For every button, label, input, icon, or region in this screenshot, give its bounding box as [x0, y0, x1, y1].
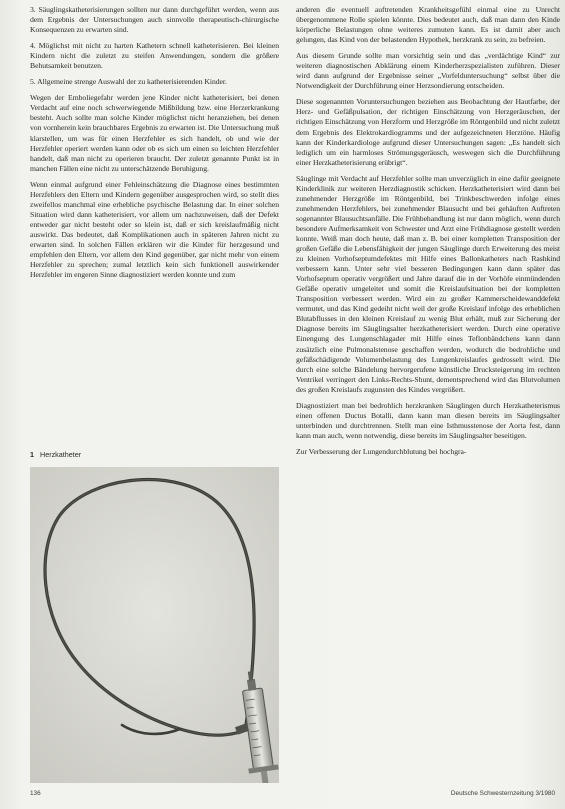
photo-background — [30, 467, 279, 783]
catheter-photo — [30, 467, 279, 783]
paragraph: Säuglinge mit Verdacht auf Herzfehler sollte man unverzüglich in eine dafür geeignete Kinderklinik zur weiteren Herzdiagnostik schicken. Herzkatheterisiert wird dann bei zunehmender Herzgröße im Röntgenbild, bei Trinkbeschwerden infolge eines zunehmenden Herzfehlers, bei zunehmender Blausucht und bei gehäuften Auftreten sogenannter Blausuchtsanfälle. Die Frühbehandlung ist nur dann möglich, wenn durch besondere Aufmerksamkeit von Schwester und Arzt eine Frühdiagnose gestellt werden konnte. Weiß man doch heute, daß man z. B. bei einer kompletten Transposition der großen Gefäße die Lebensfähigkeit der jungen Säuglinge durch Erweiterung des meist zu kleinen Vorhofseptumdefektes mit Hilfe eines Ballonkatheters nach Rashkind verbessern kann. Unter sehr viel besseren Bedingungen kann dann später das Vorhofseptum operativ vergrößert und Jahre darauf die in der Vorhöfe einmündenden Gefäße operativ umgeleitet und somit die Kreislaufsituation bei der kompletten Transposition verbessert werden. Wird ein zu großer Kammerscheidewanddefekt vermutet, und das Kind gedeiht nicht weil der große Kreislauf infolge des erheblichen Blutabflusses in den kleinen Kreislauf zu wenig Blut erhält, muß zur Sicherung der Diagnose bereits im Säuglingsalter herzkatheterisiert werden. Durch eine operative Einengung des Lungenschlagader mit Hilfe eines Teflonbändchens kann dann zusätzlich eine Pulmonalstenose geschaffen werden, wodurch die bedrohliche und gefäßschädigende Volumenbelastung des Lungenkreislaufes gedrosselt wird. Die durch eine solche Bändelung hervorgerufene künstliche Drucksteigerung im rechten Ventrikel verringert den Links-Rechts-Shunt, dementsprechend wird das Blutvolumen des großen Kreislaufs zugunsten des Kindes vergrößert. — [296, 173, 560, 394]
journal-name: Deutsche Schwesternzeitung 3/1980 — [450, 790, 555, 797]
paragraph: Wenn einmal aufgrund einer Fehleinschätzung die Diagnose eines bestimmten Herzfehlers den Eltern und Kindern gegenüber ausgesprochen wird, so stellt dies zweifellos manchmal eine erhebliche psychische Belastung dar. In einer solchen Situation wird dann katheterisiert, vor allem um nachzuweisen, daß der Defekt entweder gar nicht besteht oder so klein ist, daß er sich kreislaufmäßig nicht auswirkt. Das bedeutet, daß Komplikationen auch in späteren Jahren nicht zu erwarten sind. In solchen Fällen erklären wir die Kinder für herzgesund und empfehlen den Eltern, vor allem den Kind gegenüber, gar nicht mehr von einem Herzfehler zu sprechen; zumal letztlich kein sich funktionell auswirkender Herzfehler im engeren Sinne diagnostiziert werden konnte und zum — [30, 179, 279, 280]
figure-caption — [30, 450, 279, 459]
paragraph: 5. Allgemeine strenge Auswahl der zu katheterisierenden Kinder. — [30, 77, 227, 87]
catheter-illustration — [30, 467, 279, 783]
paragraph: Aus diesem Grunde sollte man vorsichtig sein und das „verdächtige Kind“ zur weiteren diagnostischen Abklärung einem Kinderherzspezialisten zuführen. Dieser wird dann aufgrund der Ergebnisse seiner „Vorfelduntersuchung“ selbst über die Notwendigkeit der Durchführung einer Herzsondierung entscheiden. — [296, 51, 560, 91]
paragraph: Diese sogenannten Voruntersuchungen beziehen aus Beobachtung der Hautfarbe, der Herz- und Gefäßpulsation, der richtigen Einschätzung von Herzgeräuschen, der richtigen Einschätzung von Herzform und Herzgröße im Röntgenbild und nicht zuletzt dem Ergebnis des Elektrokardiogramms und der aufgezeichneten Herztöne. Häufig kann der Kinderkardiologe aufgrund dieser Untersuchungen sagen: „Es handelt sich lediglich um ein harmloses Strömungsgeräusch, weswegen sich die Durchführung einer Herzkatheterisierung erübrigt“. — [296, 97, 560, 167]
paragraph: Diagnostiziert man bei bedrohlich herzkranken Säuglingen durch Herzkatheterismus einen offenen Ductus Botalli, dann kann man diesen bereits im Säuglingsalter unterbinden und durchtrennen. Stellt man eine Isthmusstenose der Aorta fest, dann kann man auch, wenn notwendig, diese bereits im Säuglingsalter beseitigen. — [296, 400, 560, 440]
paragraph: 3. Säuglingskatheterisierungen sollten nur dann durchgeführt werden, wenn aus dem Ergebnis der Untersuchungen auch sinnvolle therapeutisch-chirurgische Konsequenzen zu erwarten sind. — [30, 5, 279, 35]
figure-caption-text: Herzkatheter — [40, 450, 82, 459]
figure-number: 1 — [30, 450, 34, 459]
right-text-column — [296, 5, 560, 463]
paragraph: Zur Verbesserung der Lungendurchblutung bei hochgra- — [296, 446, 467, 456]
paragraph: anderen die eventuell auftretenden Krankheitsgefühl einmal eine zu Unrecht übergenommene Rolle spielen könnte. Dies bedeutet auch, daß man dann den Kinde körperliche Belastungen ohne weiteres zumuten kann. Es ist damit aber auch gelungen, das Kind von der belastenden Hypothek, herzkrank zu sein, zu befreien. — [296, 5, 560, 45]
page-footer — [0, 786, 565, 800]
left-text-column — [30, 5, 279, 286]
paragraph: Wegen der Emboliegefahr werden jene Kinder nicht katheterisiert, bei denen Verdacht auf eine noch schwerwiegende Mißbildung bzw. eine Herzerkrankung besteht. Auch sollte man solche Kinder möglichst nicht heranziehen, bei denen von vornherein kein brauchbares Ergebnis zu erwarten ist. Die Untersuchung muß klarstellen, um was für einen Herzfehler es sich handelt, ob und wie der Herzfehler operiert werden kann oder ob es sich um einen so leichten Herzfehler handelt, daß man nicht zu operieren braucht. Der zuletzt genannte Punkt ist in manchen Fällen eine nicht zu unterschätzende Beruhigung. — [30, 93, 279, 173]
paragraph: 4. Möglichst mit nicht zu harten Kathetern schnell katheterisieren. Bei kleinen Kindern nicht die zuletzt zu steifen Anwendungen, sondern die größere Behutsamkeit benutzen. — [30, 41, 279, 71]
page-number: 136 — [30, 790, 41, 797]
